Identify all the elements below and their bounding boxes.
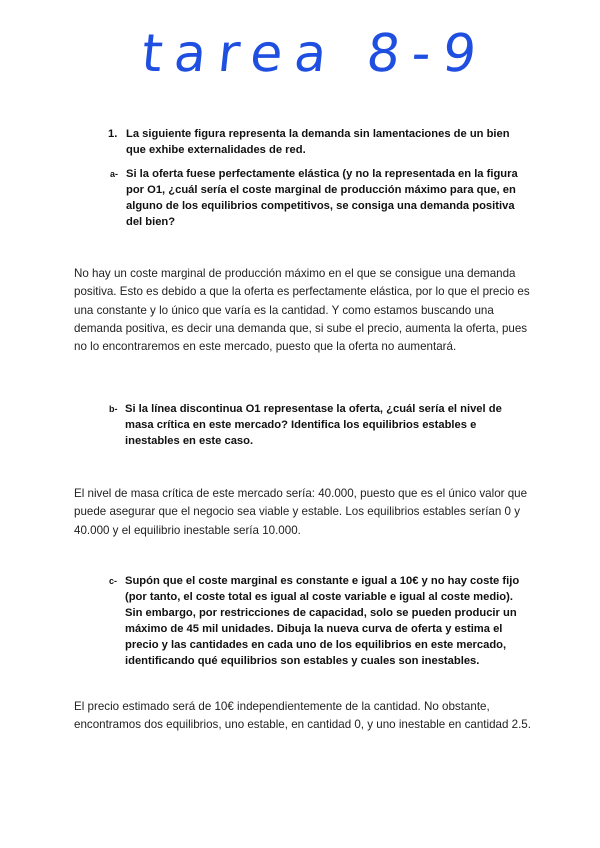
question-a-text: Si la oferta fuese perfectamente elástica (y no la representada en la figura por O1, ¿cuál sería el coste marginal de producción máximo para que, en alguno de los equilibrios competitivos, se consiga una demanda positiva del bien? [126,168,518,228]
title-text: tarea 8-9 [138,24,491,84]
question-c-text: Supón que el coste marginal es constante e igual a 10€ y no hay coste fijo (por tanto, el coste total es igual al coste variable e igual al coste medio). Sin embargo, por restricciones de capacidad, solo se pueden producir un máximo de 45 mil unidades. Dibuja la nueva curva de oferta y estima el precio y las cantidades en cada uno de los equilibrios en este mercado, identificando qué equilibrios son estables y cuales son inestables. [125,575,520,667]
question-1 [108,126,526,158]
question-1-text: La siguiente figura representa la demanda sin lamentaciones de un bien que exhibe externalidades de red. [126,128,510,156]
question-c-marker: c- [109,576,118,586]
question-b-text: Si la línea discontinua O1 representase la oferta, ¿cuál sería el nivel de masa crítica en este mercado? Identifica los equilibrios estables e inestables en este caso. [125,403,502,447]
answer-c: El precio estimado será de 10€ independientemente de la cantidad. No obstante, encontramos dos equilibrios, uno estable, en cantidad 0, y uno inestable en cantidad 2.5. [74,700,531,732]
handwritten-title [130,14,491,94]
question-a [110,166,526,230]
question-b-marker: b- [109,404,118,414]
question-b [109,401,525,449]
question-c [109,573,525,669]
question-a-marker: a- [110,169,119,179]
question-1-number: 1. [108,128,118,140]
answer-b: El nivel de masa crítica de este mercado sería: 40.000, puesto que es el único valor que puede asegurar que el negocio sea viable y estable. Los equilibrios estables serían 0 y 40.000 y el equilibrio inestable sería 10.000. [74,487,528,537]
answer-a: No hay un coste marginal de producción máximo en el que se consigue una demanda positiva. Esto es debido a que la oferta es perfectamente elástica, por lo que el precio es una constante y lo único que varía es la cantidad. Y como estamos buscando una demanda positiva, es decir una demanda que, si sube el precio, aumenta la oferta, pues no lo encontraremos en este mercado, puesto que la oferta no aumentará. [74,267,530,354]
